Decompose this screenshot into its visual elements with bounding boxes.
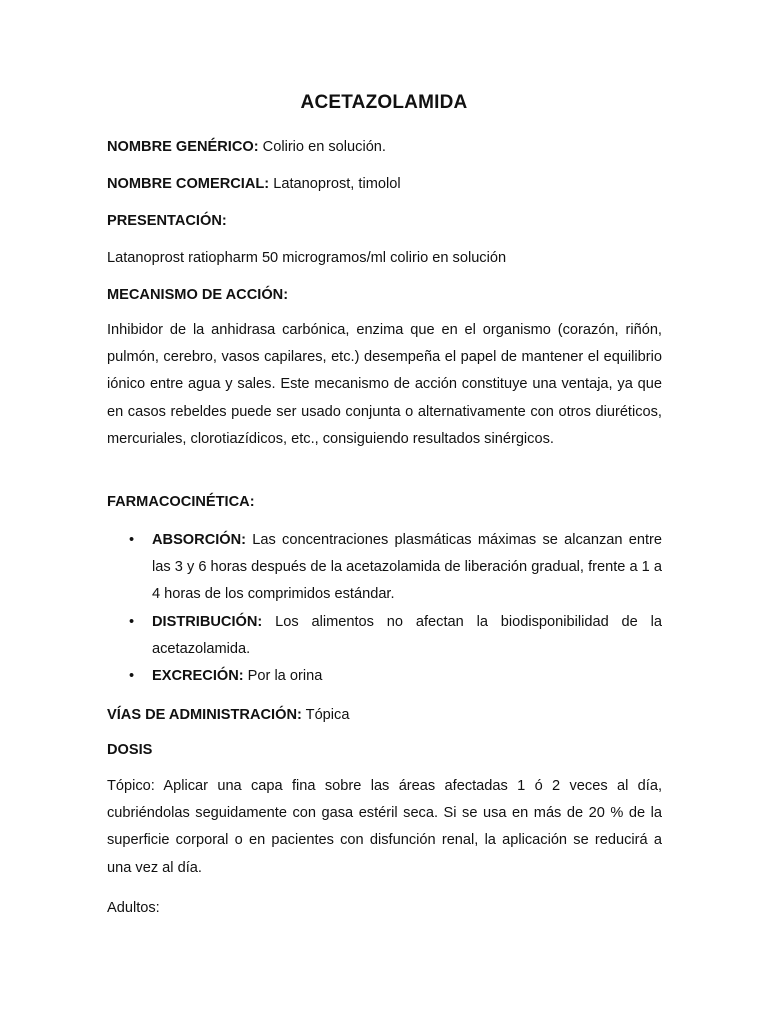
list-item-absorption	[107, 527, 662, 609]
routes-label: VÍAS DE ADMINISTRACIÓN:	[107, 707, 302, 723]
commercial-name-label: NOMBRE COMERCIAL:	[107, 176, 270, 192]
adults-label: Adultos:	[107, 900, 160, 916]
routes-value: Tópica	[301, 707, 350, 723]
routes-line	[107, 705, 349, 725]
mechanism-paragraph: Inhibidor de la anhidrasa carbónica, enzima que en el organismo (corazón, riñón, pulmón, cerebro, vasos capilares, etc.) desempeña el papel de mantener el equilibrio iónico entre agua y sales. Este mecanismo de acción constituye una ventaja, ya que en casos rebeldes puede ser usado conjunta o alternativamente con otros diuréticos, mercuriales, clorotiazídicos, etc., consiguiendo resultados sinérgicos.	[107, 322, 662, 447]
pharmacokinetics-label: FARMACOCINÉTICA:	[107, 494, 255, 510]
absorption-text: Las concentraciones plasmáticas máximas se alcanzan entre las 3 y 6 horas después de la acetazolamida de liberación gradual, frente a 1 a 4 horas de los comprimidos estándar.	[152, 532, 662, 603]
excretion-label: EXCRECIÓN:	[152, 668, 244, 685]
dose-label: DOSIS	[107, 742, 153, 758]
presentation-text: Latanoprost ratiopharm 50 microgramos/ml colirio en solución	[107, 250, 507, 266]
dose-paragraph: Tópico: Aplicar una capa fina sobre las áreas afectadas 1 ó 2 veces al día, cubriéndolas seguidamente con gasa estéril seca. Si se usa en más de 20 % de la superficie corporal o en pacientes con disfunción renal, la aplicación se reducirá a una vez al día.	[107, 778, 662, 876]
absorption-label: ABSORCIÓN:	[152, 532, 247, 548]
excretion-text: Por la orina	[243, 668, 323, 685]
list-item-excretion	[107, 663, 662, 690]
presentation-heading	[107, 211, 227, 231]
distribution-label: DISTRIBUCIÓN:	[152, 613, 263, 630]
presentation-label: PRESENTACIÓN:	[107, 213, 227, 229]
generic-name-value: Colirio en solución.	[258, 139, 386, 155]
distribution-text: Los alimentos no afectan la biodisponibilidad de la acetazolamida.	[152, 613, 662, 657]
mechanism-label: MECANISMO DE ACCIÓN:	[107, 287, 289, 303]
pharmacokinetics-list	[107, 527, 662, 690]
bullet-icon: •	[129, 613, 135, 630]
generic-name-line	[107, 137, 386, 157]
bullet-icon: •	[129, 532, 135, 548]
list-item-distribution	[107, 609, 662, 663]
bullet-icon: •	[129, 668, 135, 685]
pharmacokinetics-heading	[107, 492, 255, 512]
mechanism-heading	[107, 285, 288, 305]
dose-heading	[107, 740, 152, 760]
generic-name-label: NOMBRE GENÉRICO:	[107, 139, 259, 155]
commercial-name-value: Latanoprost, timolol	[269, 176, 401, 192]
commercial-name-line	[107, 174, 401, 194]
document-title: ACETAZOLAMIDA	[300, 92, 468, 113]
